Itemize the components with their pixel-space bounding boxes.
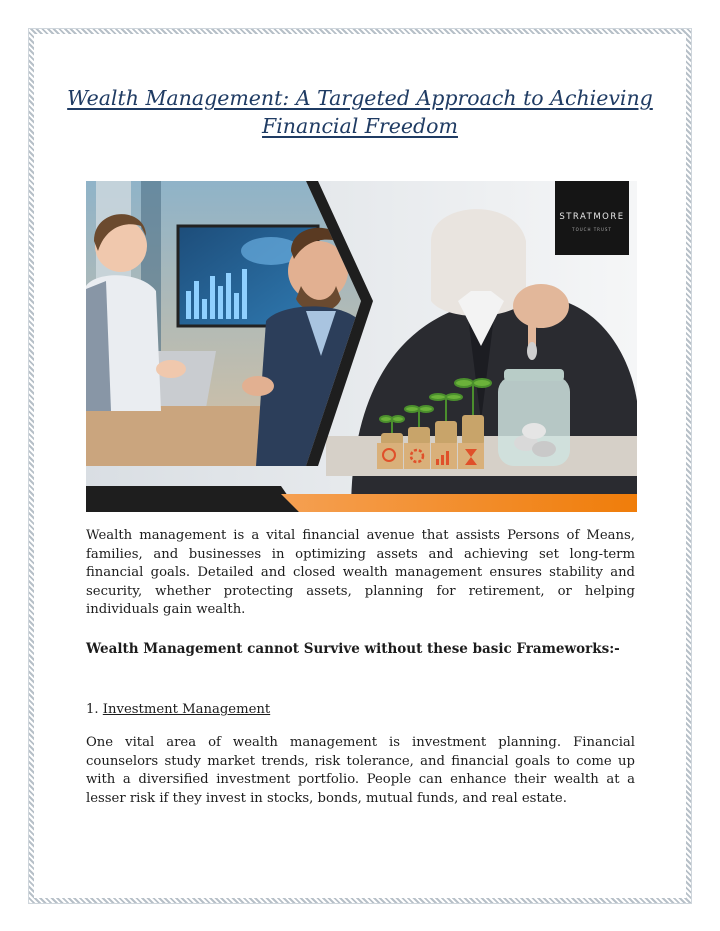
hero-image	[86, 181, 637, 512]
section-heading: Wealth Management cannot Survive without these basic Frameworks:-	[86, 641, 620, 657]
brand-logo	[555, 181, 629, 255]
item-body: One vital area of wealth management is investment planning. Financial counselors study market trends, risk tolerance, and financial goals to come up with a diversified investment portfolio. People can enhance their wealth at a lesser risk if they invest in stocks, bonds, mutual funds, and real estate.	[86, 735, 635, 806]
item-number: 1.	[86, 702, 99, 717]
item-title: Investment Management	[102, 702, 271, 717]
page-title: Wealth Management: A Targeted Approach to Achieving Financial Freedom	[67, 86, 653, 138]
list-item	[86, 702, 270, 717]
brand-tagline: TOUCH TRUST	[572, 227, 612, 232]
intro-paragraph: Wealth management is a vital financial avenue that assists Persons of Means, families, and businesses in optimizing assets and achieving set long-term financial goals. Detailed and closed wealth management ensures stability and security, whether protecting assets, planning for retirement, or helping individuals gain wealth.	[86, 528, 635, 618]
brand-name: STRATMORE	[559, 212, 625, 222]
